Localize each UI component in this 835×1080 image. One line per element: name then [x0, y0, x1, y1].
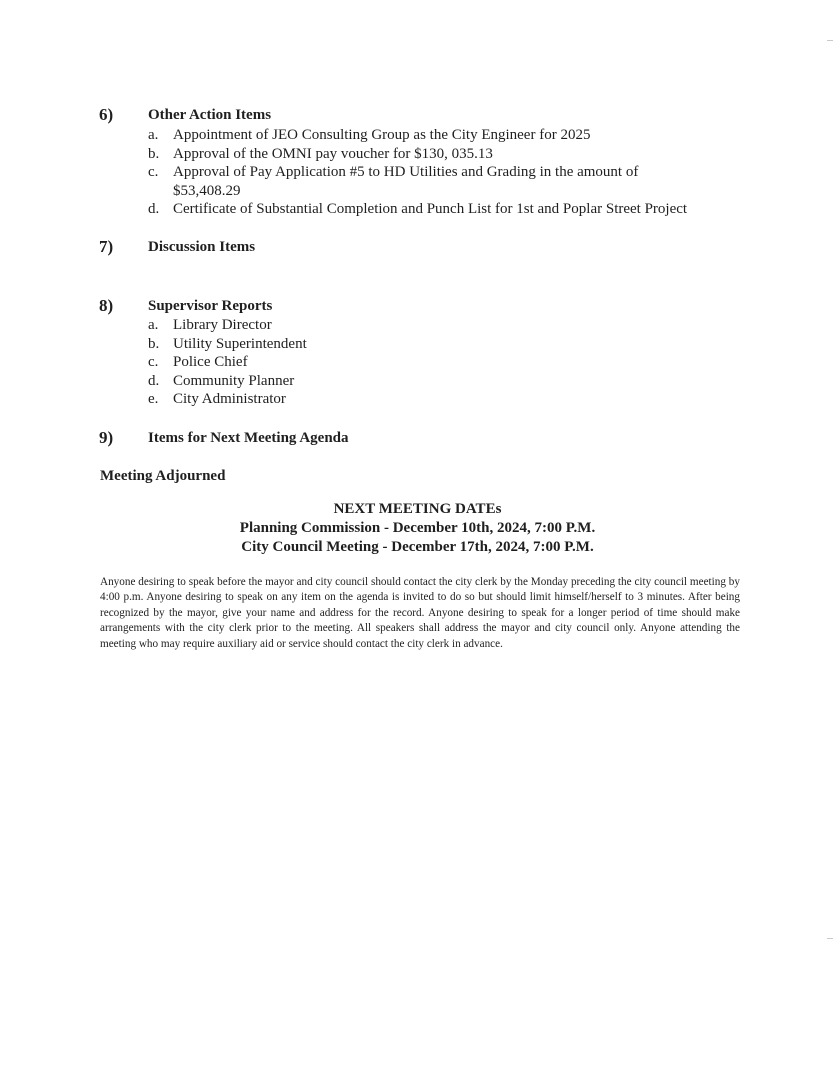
planning-commission-date: Planning Commission - December 10th, 2024, 7:00 P.M. — [239, 520, 596, 536]
meeting-adjourned: Meeting Adjourned — [100, 468, 226, 484]
item-text: Library Director — [173, 317, 272, 333]
item-text: Approval of the OMNI pay voucher for $130, 035.13 — [173, 145, 493, 162]
section-number: 6) — [99, 105, 114, 124]
item-text: Police Chief — [173, 354, 248, 370]
section-title: Discussion Items — [148, 239, 256, 255]
city-council-date: City Council Meeting - December 17th, 2024, 7:00 P.M. — [241, 539, 594, 555]
section-title: Other Action Items — [148, 107, 272, 123]
list-item — [148, 353, 708, 372]
list-item — [148, 390, 708, 409]
item-letter: b. — [148, 335, 160, 352]
list-item — [148, 335, 708, 354]
list-item — [148, 126, 708, 145]
item-letter: c. — [148, 354, 159, 370]
list-item — [148, 316, 708, 335]
item-letter: c. — [148, 164, 159, 180]
section-number: 7) — [99, 237, 114, 256]
list-item — [148, 163, 693, 200]
item-text: Approval of Pay Application #5 to HD Utilities and Grading in the amount of $53,408.29 — [173, 164, 639, 199]
item-letter: d. — [148, 201, 160, 217]
next-meeting-dates — [0, 500, 835, 557]
item-letter: a. — [148, 127, 159, 143]
item-letter: d. — [148, 372, 160, 389]
section-items — [148, 126, 708, 219]
section-items — [148, 316, 708, 409]
item-text: Utility Superintendent — [173, 335, 307, 352]
section-title: Items for Next Meeting Agenda — [148, 430, 349, 446]
item-letter: a. — [148, 317, 159, 333]
scan-artifact — [827, 938, 833, 939]
item-text: City Administrator — [173, 391, 286, 407]
section-title: Supervisor Reports — [148, 298, 273, 314]
list-item — [148, 145, 708, 164]
item-letter: b. — [148, 145, 160, 162]
item-letter: e. — [148, 391, 159, 407]
next-meeting-heading: NEXT MEETING DATEs — [333, 501, 502, 517]
section-number: 9) — [99, 428, 114, 447]
item-text: Appointment of JEO Consulting Group as the City Engineer for 2025 — [173, 127, 591, 143]
section-number: 8) — [99, 296, 114, 315]
list-item — [148, 372, 708, 391]
item-text: Certificate of Substantial Completion and Punch List for 1st and Poplar Street Project — [173, 201, 688, 217]
scan-artifact — [827, 40, 833, 41]
list-item — [148, 200, 708, 219]
public-comment-notice: Anyone desiring to speak before the mayor and city council should contact the city clerk by the Monday preceding the city council meeting by 4:00 p.m. Anyone desiring to speak on any item on the agenda is invited to do so but should limit himself/herself to 3 minutes. After being recognized by the mayor, give your name and address for the record. Anyone desiring to speak for a longer period of time should make arrangements with the city clerk prior to the meeting. All speakers shall address the mayor and city council only. Anyone attending the meeting who may require auxiliary aid or service should contact the city clerk in advance. — [100, 576, 740, 650]
item-text: Community Planner — [173, 372, 295, 389]
